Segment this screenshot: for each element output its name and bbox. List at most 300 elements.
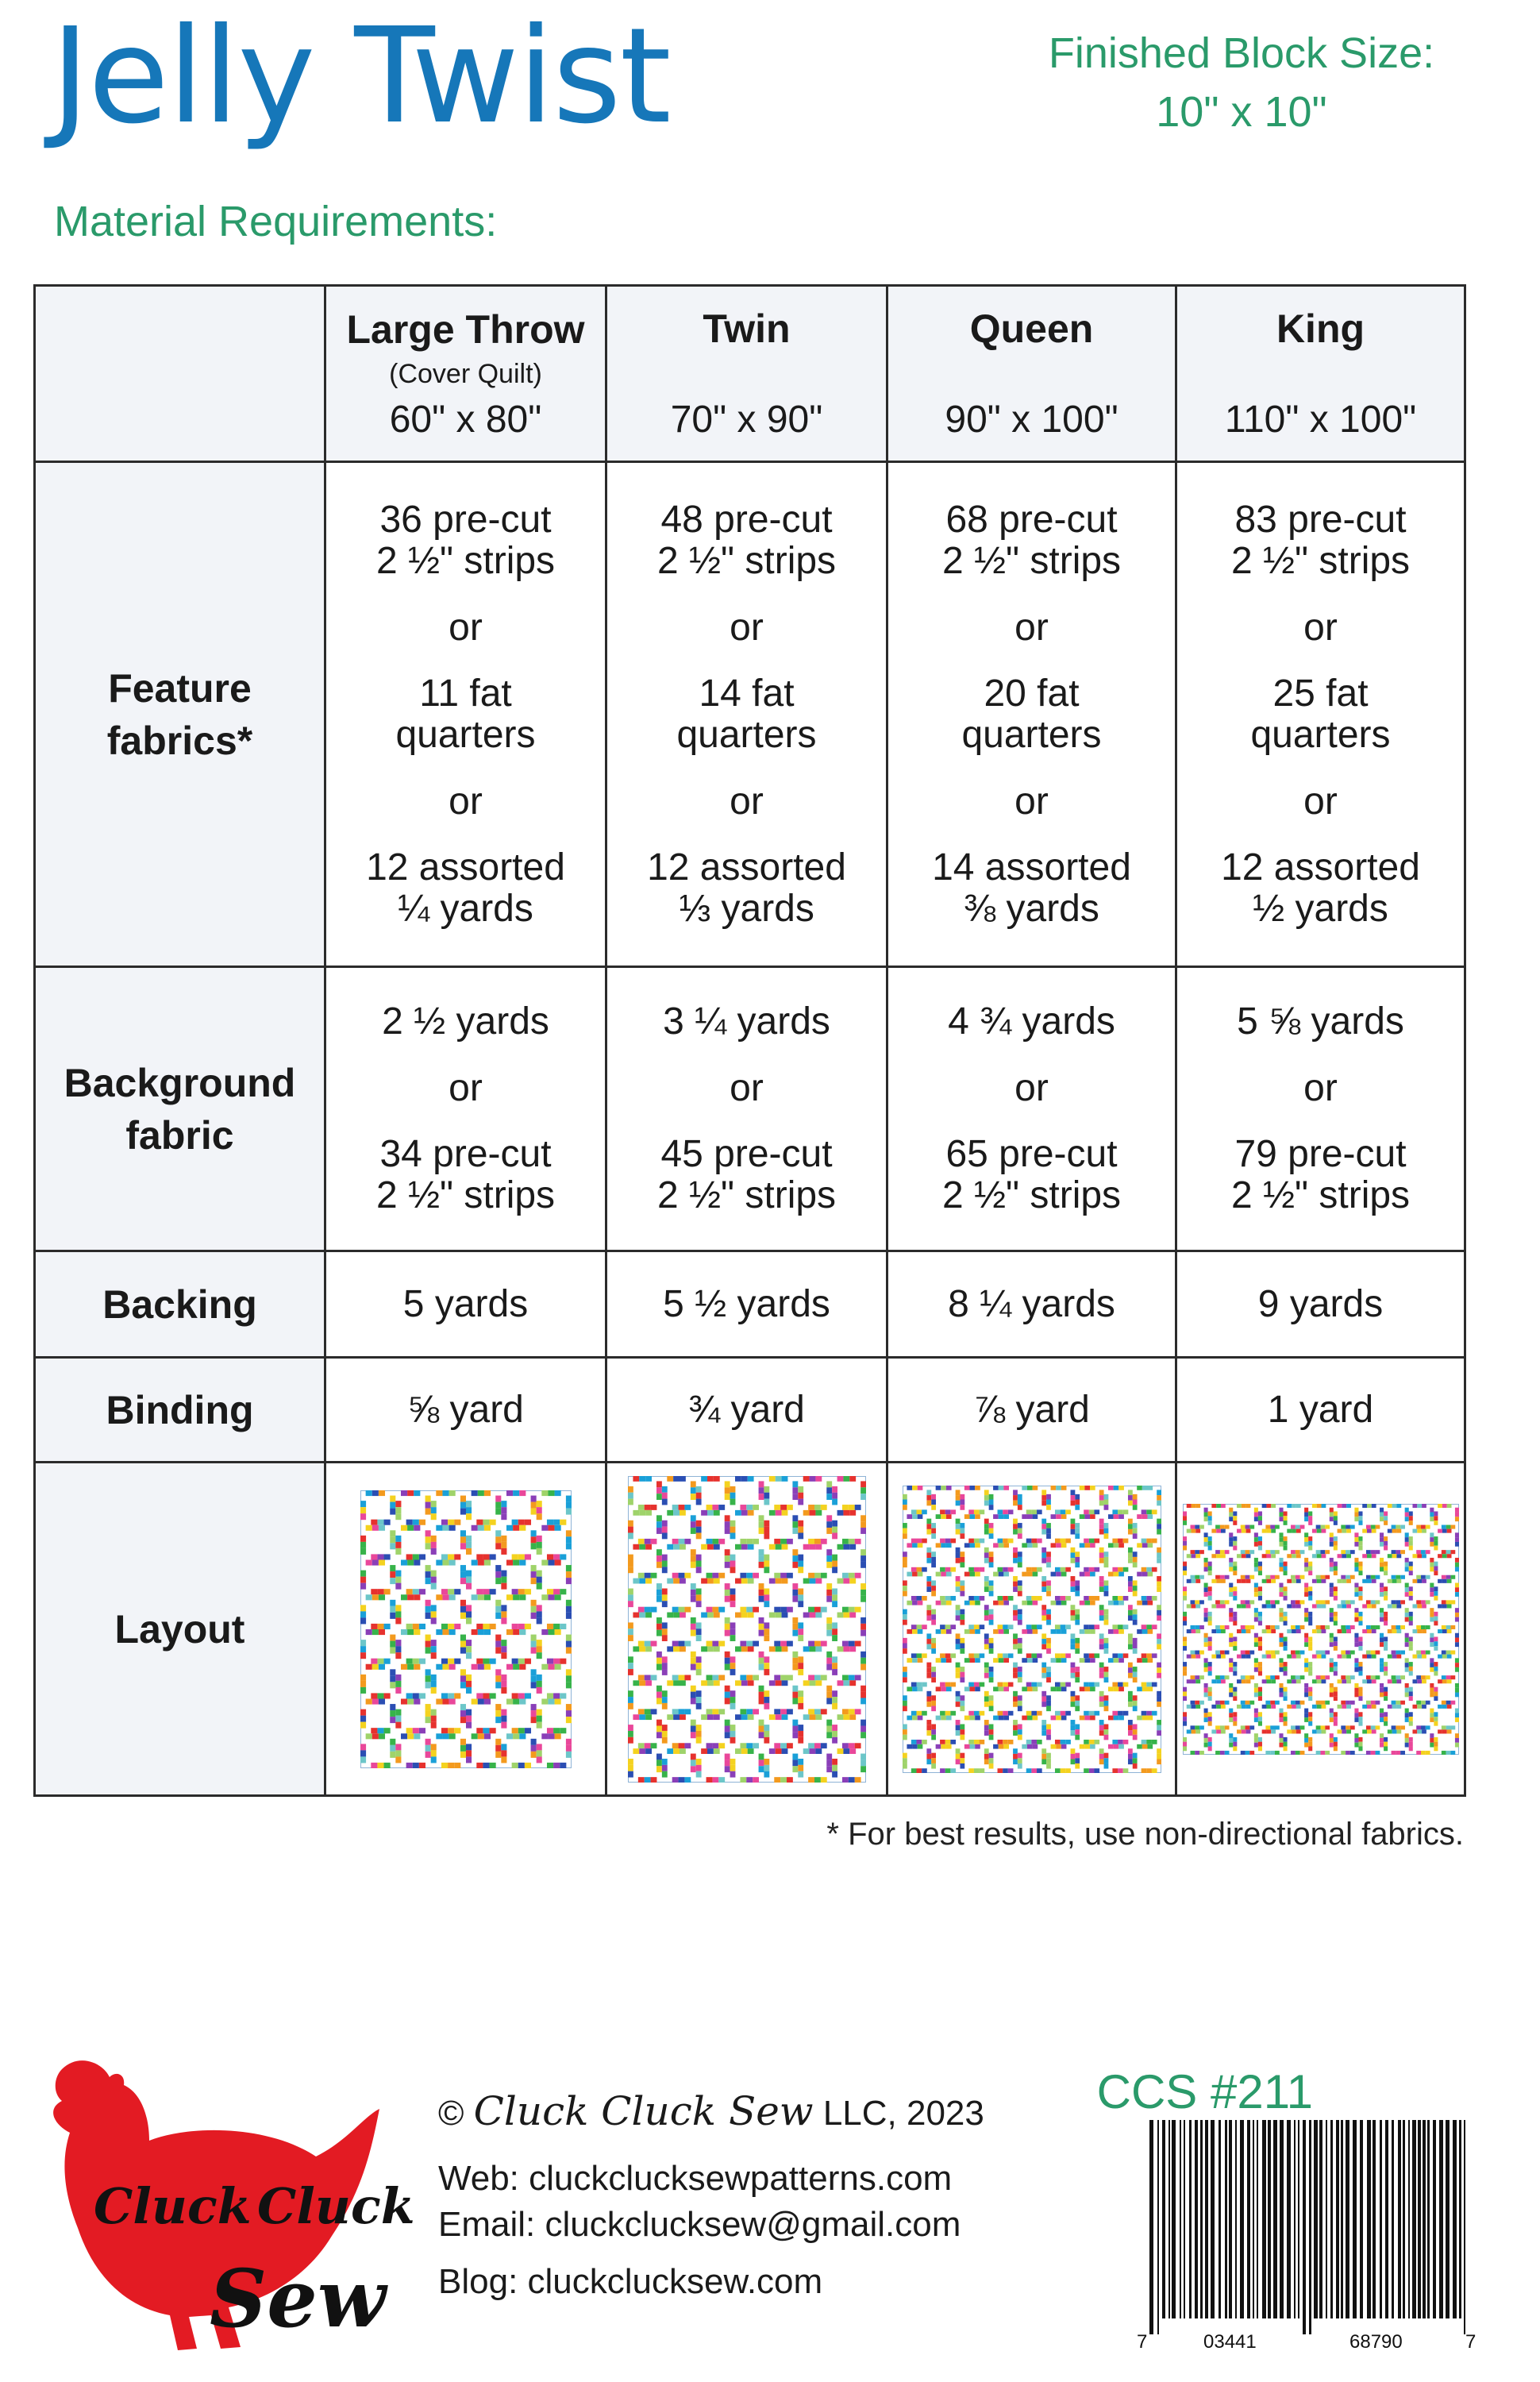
quilt-strip xyxy=(360,1617,366,1624)
quilt-strip xyxy=(1434,1671,1438,1675)
quilt-strip xyxy=(1370,1600,1375,1604)
quilt-strip xyxy=(764,1690,769,1697)
quilt-strip xyxy=(712,1640,718,1646)
quilt-strip xyxy=(695,1601,701,1607)
quilt-strip xyxy=(774,1538,780,1544)
quilt-strip xyxy=(1346,1625,1350,1628)
quilt-strip xyxy=(476,1658,483,1663)
quilt-strip xyxy=(553,1728,560,1733)
quilt-strip xyxy=(849,1544,856,1549)
quilt-strip xyxy=(832,1554,837,1560)
quilt-strip xyxy=(1384,1595,1388,1600)
quilt-strip xyxy=(548,1629,554,1635)
binding-cell xyxy=(606,1358,887,1463)
quilt-strip xyxy=(518,1554,524,1559)
quilt-strip xyxy=(412,1623,418,1628)
quilt-strip xyxy=(360,1674,366,1680)
quilt-strip xyxy=(758,1663,764,1670)
quilt-strip xyxy=(690,1549,695,1555)
quilt-strip xyxy=(1320,1550,1325,1554)
quilt-strip xyxy=(1257,1516,1261,1521)
quilt-strip xyxy=(628,1486,633,1492)
quilt-strip xyxy=(945,1543,951,1548)
quilt-strip xyxy=(1186,1604,1191,1608)
quilt-strip xyxy=(1422,1578,1426,1582)
quilt-strip xyxy=(1056,1486,1061,1490)
quilt-strip xyxy=(1118,1768,1123,1773)
quilt-strip xyxy=(1050,1571,1056,1576)
quilt-strip xyxy=(1434,1736,1438,1741)
quilt-strip xyxy=(1308,1712,1312,1717)
quilt-strip xyxy=(1065,1509,1071,1514)
quilt-strip xyxy=(808,1743,814,1748)
quilt-strip xyxy=(747,1646,753,1652)
quilt-strip xyxy=(365,1629,372,1635)
quilt-strip xyxy=(849,1578,856,1583)
quilt-strip xyxy=(848,1572,854,1578)
quilt-strip xyxy=(1041,1748,1046,1754)
quilt-strip xyxy=(1316,1578,1321,1582)
quilt-strip xyxy=(680,1578,686,1583)
web-link[interactable]: Web: cluckclucksewpatterns.com xyxy=(438,2159,953,2198)
quilt-strip xyxy=(1380,1717,1384,1722)
quilt-strip xyxy=(1142,1600,1147,1605)
quilt-strip xyxy=(418,1728,425,1733)
quilt-strip xyxy=(960,1724,964,1729)
blog-link[interactable]: Blog: cluckclucksew.com xyxy=(438,2262,823,2301)
quilt-strip xyxy=(931,1523,936,1528)
quilt-strip xyxy=(993,1715,999,1720)
quilt-strip xyxy=(724,1494,730,1500)
quilt-strip xyxy=(690,1583,695,1590)
quilt-strip xyxy=(903,1752,907,1758)
quilt-strip xyxy=(718,1606,725,1612)
email-link[interactable]: Email: cluckclucksew@gmail.com xyxy=(438,2205,961,2244)
quilt-strip xyxy=(1094,1625,1099,1629)
quilt-strip xyxy=(1421,1625,1426,1628)
quilt-strip xyxy=(730,1554,735,1560)
quilt-strip xyxy=(1240,1650,1245,1654)
quilt-strip xyxy=(1446,1575,1450,1578)
quilt-strip xyxy=(1046,1590,1051,1596)
quilt-strip xyxy=(753,1675,759,1680)
quilt-strip xyxy=(706,1640,712,1646)
quilt-strip xyxy=(1132,1586,1137,1591)
quilt-strip xyxy=(955,1725,960,1730)
quilt-strip xyxy=(792,1663,798,1670)
quilt-strip xyxy=(849,1646,856,1652)
quilt-strip xyxy=(1041,1702,1046,1707)
quilt-strip xyxy=(997,1653,1003,1658)
quilt-strip xyxy=(1434,1561,1438,1566)
quilt-strip xyxy=(735,1578,741,1583)
quilt-strip xyxy=(690,1623,695,1629)
quilt-strip xyxy=(1245,1524,1249,1528)
quilt-strip xyxy=(1329,1737,1333,1742)
quilt-strip xyxy=(1224,1625,1229,1628)
quilt-strip xyxy=(1183,1666,1187,1671)
quilt-strip xyxy=(1237,1578,1242,1582)
quilt-strip xyxy=(1241,1729,1245,1733)
quilt-strip xyxy=(1375,1625,1380,1628)
quilt-strip xyxy=(768,1612,775,1617)
quilt-strip xyxy=(1183,1595,1187,1600)
quilt-strip xyxy=(656,1732,662,1738)
quilt-strip xyxy=(1141,1596,1146,1601)
quilt-strip xyxy=(554,1559,560,1565)
quilt-strip xyxy=(506,1559,512,1565)
quilt-strip xyxy=(1275,1650,1280,1654)
binding-cell xyxy=(325,1358,606,1463)
quilt-strip xyxy=(1349,1550,1354,1554)
quilt-strip xyxy=(425,1640,430,1647)
quilt-strip xyxy=(854,1640,860,1646)
quilt-strip xyxy=(448,1658,454,1663)
quilt-strip xyxy=(1295,1600,1299,1604)
quilt-strip xyxy=(912,1486,918,1490)
quilt-strip xyxy=(1013,1615,1018,1621)
cell-text: 12 assorted xyxy=(647,846,846,888)
quilt-strip xyxy=(1070,1672,1075,1678)
quilt-strip xyxy=(690,1732,695,1738)
quilt-strip xyxy=(1157,1696,1161,1702)
quilt-strip xyxy=(706,1572,712,1578)
cell-text: 2 ½" strips xyxy=(656,1174,837,1216)
quilt-strip xyxy=(1265,1550,1270,1554)
quilt-strip xyxy=(792,1623,798,1629)
quilt-strip xyxy=(441,1658,447,1663)
quilt-strip xyxy=(1417,1654,1422,1658)
quilt-strip xyxy=(1103,1590,1108,1596)
quilt-strip xyxy=(1287,1679,1292,1683)
quilt-strip xyxy=(941,1514,946,1519)
quilt-strip xyxy=(1253,1658,1257,1663)
quilt-strip xyxy=(1441,1675,1446,1679)
quilt-strip xyxy=(644,1640,650,1646)
barcode-bar xyxy=(1189,2120,1192,2318)
quilt-strip xyxy=(1354,1507,1358,1512)
quilt-strip xyxy=(1183,1611,1187,1616)
quilt-strip xyxy=(724,1732,730,1738)
cell-text: 34 pre-cut xyxy=(379,1133,552,1175)
quilt-strip xyxy=(1103,1734,1108,1740)
quilt-strip xyxy=(926,1605,931,1610)
quilt-strip xyxy=(955,1633,960,1639)
row-label-line: fabric xyxy=(125,1112,234,1158)
quilt-strip xyxy=(1261,1554,1266,1558)
quilt-strip xyxy=(1013,1518,1018,1524)
quilt-strip xyxy=(1279,1617,1283,1621)
quilt-strip xyxy=(661,1622,667,1628)
quilt-strip xyxy=(997,1596,1003,1601)
quilt-strip xyxy=(973,1625,979,1629)
quilt-strip xyxy=(644,1743,650,1748)
quilt-strip xyxy=(1022,1600,1027,1605)
quilt-strip xyxy=(1422,1729,1426,1733)
quilt-strip xyxy=(1291,1725,1296,1729)
quilt-strip xyxy=(1346,1528,1351,1532)
quilt-strip xyxy=(1333,1746,1337,1751)
quilt-strip xyxy=(1283,1571,1287,1575)
quilt-strip xyxy=(724,1528,730,1534)
quilt-strip xyxy=(1253,1612,1257,1617)
quilt-strip xyxy=(639,1476,645,1482)
quilt-strip xyxy=(860,1651,866,1657)
quilt-strip xyxy=(513,1524,519,1530)
quilt-strip xyxy=(1425,1625,1430,1628)
quilt-strip xyxy=(1408,1621,1412,1625)
quilt-strip xyxy=(425,1495,430,1501)
quilt-strip xyxy=(1094,1768,1099,1773)
quilt-strip xyxy=(1017,1551,1022,1557)
quilt-strip xyxy=(1195,1528,1200,1532)
quilt-strip xyxy=(1103,1609,1108,1614)
quilt-strip xyxy=(645,1509,652,1515)
quilt-strip xyxy=(1003,1625,1008,1629)
quilt-strip xyxy=(1141,1509,1146,1514)
cell-text: 12 assorted xyxy=(366,846,565,888)
quilt-strip xyxy=(1157,1558,1161,1563)
quilt-strip xyxy=(430,1501,436,1507)
quilt-strip xyxy=(832,1526,837,1532)
quilt-strip xyxy=(489,1728,495,1733)
quilt-strip xyxy=(460,1578,465,1584)
quilt-strip xyxy=(1333,1571,1337,1575)
quilt-strip xyxy=(926,1633,931,1639)
quilt-strip xyxy=(1022,1486,1027,1490)
quilt-strip xyxy=(701,1544,707,1549)
quilt-strip xyxy=(926,1644,931,1649)
quilt-strip xyxy=(860,1753,866,1760)
quilt-strip xyxy=(1337,1654,1342,1658)
quilt-strip xyxy=(1003,1744,1009,1748)
quilt-strip xyxy=(1384,1736,1388,1741)
quilt-strip xyxy=(998,1571,1003,1576)
quilt-strip xyxy=(1056,1629,1061,1634)
quilt-strip xyxy=(792,1487,798,1494)
quilt-strip xyxy=(690,1663,695,1670)
quilt-strip xyxy=(988,1758,993,1763)
quilt-strip xyxy=(1142,1543,1147,1548)
quilt-strip xyxy=(701,1578,707,1583)
quilt-strip xyxy=(1392,1604,1396,1608)
quilt-strip xyxy=(1122,1653,1128,1658)
quilt-strip xyxy=(758,1521,764,1528)
quilt-strip xyxy=(968,1740,974,1744)
quilt-strip xyxy=(1237,1704,1242,1708)
quilt-strip xyxy=(690,1595,695,1601)
quilt-strip xyxy=(425,1599,430,1605)
quilt-strip xyxy=(860,1732,866,1738)
quilt-strip xyxy=(644,1572,650,1578)
quilt-strip xyxy=(1408,1666,1412,1671)
quilt-strip xyxy=(955,1702,960,1707)
quilt-strip xyxy=(1380,1557,1384,1562)
quilt-strip xyxy=(1099,1702,1103,1707)
quilt-strip xyxy=(1207,1516,1211,1521)
quilt-strip xyxy=(798,1758,803,1764)
quilt-strip xyxy=(1245,1750,1249,1754)
quilt-strip xyxy=(495,1710,501,1717)
quilt-strip xyxy=(495,1530,501,1536)
quilt-strip xyxy=(1127,1753,1132,1759)
quilt-strip xyxy=(1132,1619,1137,1625)
quilt-strip xyxy=(378,1490,384,1496)
quilt-strip xyxy=(903,1724,907,1729)
quilt-strip xyxy=(466,1756,472,1763)
quilt-strip xyxy=(984,1500,988,1505)
quilt-strip xyxy=(903,1586,907,1591)
layout-row xyxy=(35,1463,1465,1796)
quilt-strip xyxy=(1245,1729,1250,1733)
quilt-strip xyxy=(1203,1713,1207,1717)
quilt-strip xyxy=(1408,1741,1412,1746)
quilt-strip xyxy=(530,1571,536,1578)
quilt-strip xyxy=(1056,1514,1061,1519)
backing-row xyxy=(35,1251,1465,1358)
quilt-strip xyxy=(430,1576,436,1582)
quilt-strip xyxy=(820,1606,826,1612)
quilt-strip xyxy=(1127,1720,1132,1725)
quilt-strip xyxy=(926,1720,931,1725)
quilt-strip xyxy=(832,1663,837,1669)
quilt-strip xyxy=(935,1686,941,1691)
quilt-strip xyxy=(787,1777,793,1783)
quilt-strip xyxy=(476,1762,483,1767)
feature-cell xyxy=(1176,462,1465,967)
quilt-strip xyxy=(690,1691,695,1698)
quilt-strip xyxy=(1358,1671,1362,1675)
quilt-strip xyxy=(911,1538,916,1543)
quilt-strip xyxy=(787,1709,793,1714)
quilt-strip xyxy=(1075,1729,1080,1735)
quilt-strip xyxy=(1442,1679,1446,1683)
quilt-strip xyxy=(1304,1541,1308,1546)
quilt-strip xyxy=(1207,1721,1211,1725)
quilt-strip xyxy=(1275,1524,1280,1528)
quilt-strip xyxy=(931,1499,936,1505)
quilt-strip xyxy=(1003,1514,1009,1519)
quilt-strip xyxy=(1333,1545,1337,1550)
quilt-strip xyxy=(701,1714,707,1720)
quilt-strip xyxy=(661,1702,667,1709)
quilt-strip xyxy=(1308,1571,1312,1575)
quilt-strip xyxy=(1430,1713,1434,1717)
quilt-strip xyxy=(1211,1704,1216,1708)
quilt-strip xyxy=(418,1589,425,1594)
quilt-strip xyxy=(1060,1538,1065,1543)
quilt-strip xyxy=(1308,1721,1312,1725)
quilt-strip xyxy=(1337,1679,1342,1683)
quilt-strip xyxy=(820,1675,826,1680)
quilt-strip xyxy=(1237,1629,1242,1633)
quilt-strip xyxy=(1367,1729,1372,1733)
quilt-strip xyxy=(984,1581,988,1586)
quilt-strip xyxy=(548,1490,554,1496)
quilt-strip xyxy=(1333,1521,1337,1525)
binding-cell xyxy=(1176,1358,1465,1463)
quilt-strip xyxy=(360,1570,366,1576)
quilt-strip xyxy=(690,1487,695,1494)
quilt-strip xyxy=(1122,1509,1128,1514)
quilt-strip xyxy=(1329,1608,1333,1613)
quilt-strip xyxy=(1099,1586,1103,1592)
quilt-strip xyxy=(1311,1629,1316,1633)
quilt-strip xyxy=(1408,1536,1412,1541)
quilt-strip xyxy=(1229,1592,1233,1597)
quilt-strip xyxy=(1127,1490,1132,1495)
quilt-strip xyxy=(390,1717,395,1723)
quilt-strip xyxy=(1132,1551,1137,1557)
quilt-strip xyxy=(548,1594,554,1600)
quilt-strip xyxy=(1013,1547,1018,1552)
quilt-strip xyxy=(712,1777,718,1783)
quilt-strip xyxy=(1065,1682,1071,1686)
quilt-strip xyxy=(518,1728,524,1733)
quilt-strip xyxy=(1233,1571,1237,1575)
quilt-strip xyxy=(1183,1671,1187,1675)
quilt-strip xyxy=(1358,1736,1362,1741)
quilt-strip xyxy=(1316,1654,1321,1658)
quilt-strip xyxy=(1371,1504,1376,1508)
quilt-strip xyxy=(1400,1675,1405,1679)
quilt-strip xyxy=(955,1581,960,1586)
quilt-strip xyxy=(448,1554,454,1559)
quilt-strip xyxy=(1022,1571,1027,1576)
quilt-strip xyxy=(1017,1614,1022,1620)
quilt-strip xyxy=(1299,1575,1304,1578)
quilt-strip xyxy=(911,1740,916,1744)
corner-cell xyxy=(35,286,325,462)
quilt-strip xyxy=(1061,1715,1066,1720)
quilt-strip xyxy=(1265,1600,1270,1604)
quilt-strip xyxy=(854,1606,860,1612)
quilt-strip xyxy=(639,1680,645,1686)
quilt-strip xyxy=(1442,1528,1446,1532)
quilt-strip xyxy=(945,1596,950,1601)
quilt-strip xyxy=(1056,1686,1061,1691)
feature-cell xyxy=(887,462,1176,967)
quilt-strip xyxy=(1329,1557,1333,1562)
quilt-strip xyxy=(1132,1556,1137,1562)
quilt-strip xyxy=(483,1762,489,1767)
quilt-strip xyxy=(832,1635,837,1641)
quilt-strip xyxy=(1041,1753,1046,1759)
quilt-strip xyxy=(1404,1557,1408,1562)
quilt-strip xyxy=(1183,1662,1187,1667)
quilt-strip xyxy=(513,1663,519,1669)
quilt-strip xyxy=(1311,1504,1316,1508)
quilt-strip xyxy=(1026,1686,1032,1691)
quilt-strip xyxy=(1207,1736,1211,1741)
quilt-strip xyxy=(1118,1629,1124,1634)
quilt-strip xyxy=(964,1715,969,1720)
quilt-strip xyxy=(781,1748,787,1754)
quilt-strip xyxy=(639,1578,645,1583)
size-name: Twin xyxy=(703,306,791,351)
quilt-strip xyxy=(955,1495,960,1501)
barcode-bar xyxy=(1240,2120,1244,2318)
quilt-strip xyxy=(960,1494,964,1499)
quilt-strip xyxy=(1065,1596,1071,1601)
quilt-strip xyxy=(1054,1538,1060,1543)
quilt-strip xyxy=(903,1677,907,1682)
quilt-strip xyxy=(483,1559,490,1565)
quilt-strip xyxy=(518,1693,524,1698)
quilt-strip xyxy=(740,1572,746,1578)
quilt-strip xyxy=(1375,1600,1380,1604)
quilt-strip xyxy=(495,1647,501,1653)
